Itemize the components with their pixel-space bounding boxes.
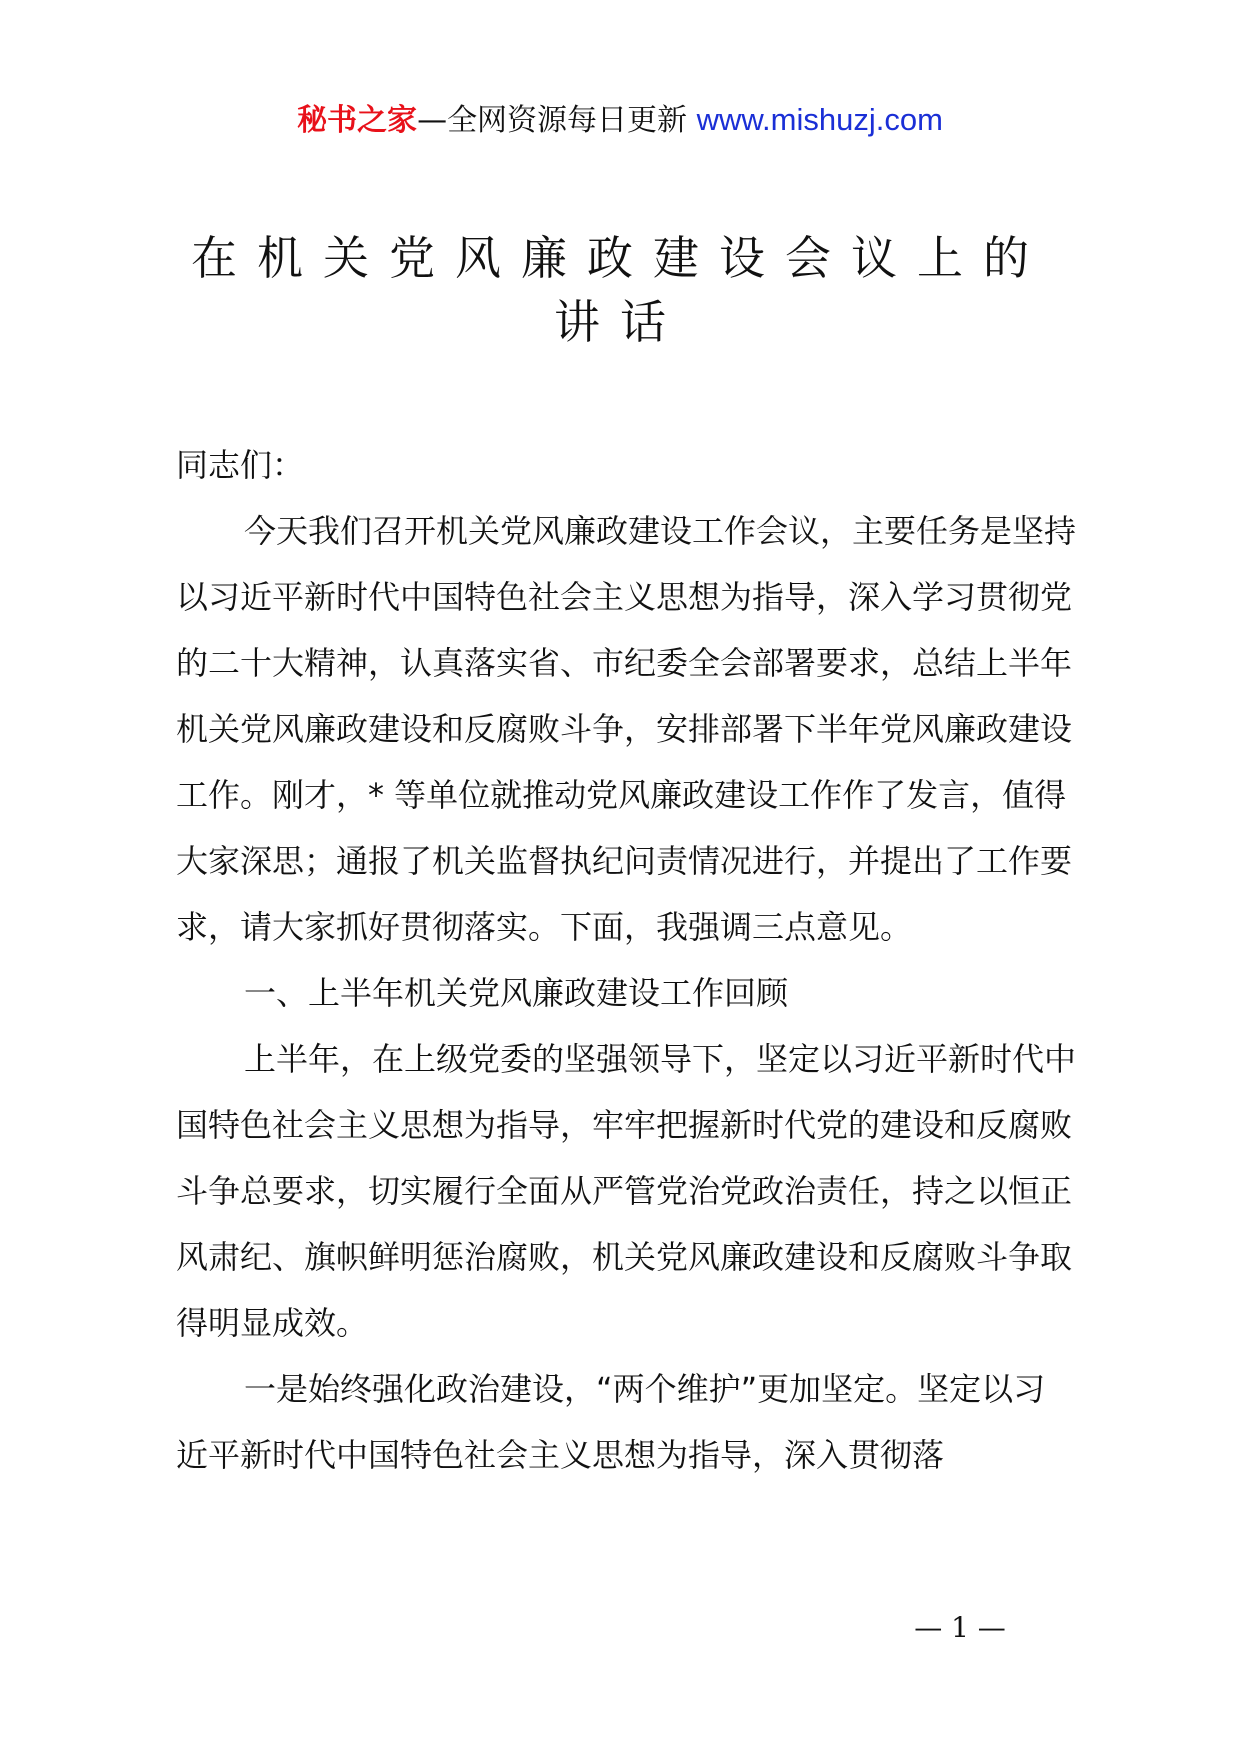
- document-title-continued: 讲话: [554, 295, 686, 349]
- paragraph-intro: 今天我们召开机关党风廉政建设工作会议，主要任务是坚持以习近平新时代中国特色社会主义思想为指导，深入学习贯彻党的二十大精神，认真落实省、市纪委全会部署要求，总结上半年机关党风廉政建设和反腐败斗争，安排部署下半年党风廉政建设工作。刚才，* 等单位就推动党风廉政建设工作作了发言，值得大家深思；通报了机关监督执纪问责情况进行，并提出了工作要求，请大家抓好贯彻落实。下面，我强调三点意见。: [176, 512, 1077, 946]
- site-banner: [0, 100, 1240, 141]
- salutation: 同志们：: [176, 446, 305, 484]
- site-url-link[interactable]: www.mishuzj.com: [696, 102, 943, 137]
- section-heading: 一、上半年机关党风廉政建设工作回顾: [244, 974, 789, 1012]
- paragraph-point-one: 一是始终强化政治建设，“两个维护”更加坚定。坚定以习近平新时代中国特色社会主义思想为指导，深入贯彻落: [176, 1370, 1046, 1474]
- document-title: 在机关党风廉政建设会议上的: [191, 231, 1049, 285]
- paragraph-review: 上半年，在上级党委的坚强领导下，坚定以习近平新时代中国特色社会主义思想为指导，牢牢把握新时代党的建设和反腐败斗争总要求，切实履行全面从严管党治党政治责任，持之以恒正风肃纪、旗帜鲜明惩治腐败，机关党风廉政建设和反腐败斗争取得明显成效。: [176, 1040, 1077, 1342]
- document-body: [176, 432, 1076, 1488]
- brand-name: 秘书之家: [297, 103, 418, 138]
- banner-tagline: —全网资源每日更新: [417, 103, 688, 138]
- page-number: — 1 —: [914, 1611, 1006, 1644]
